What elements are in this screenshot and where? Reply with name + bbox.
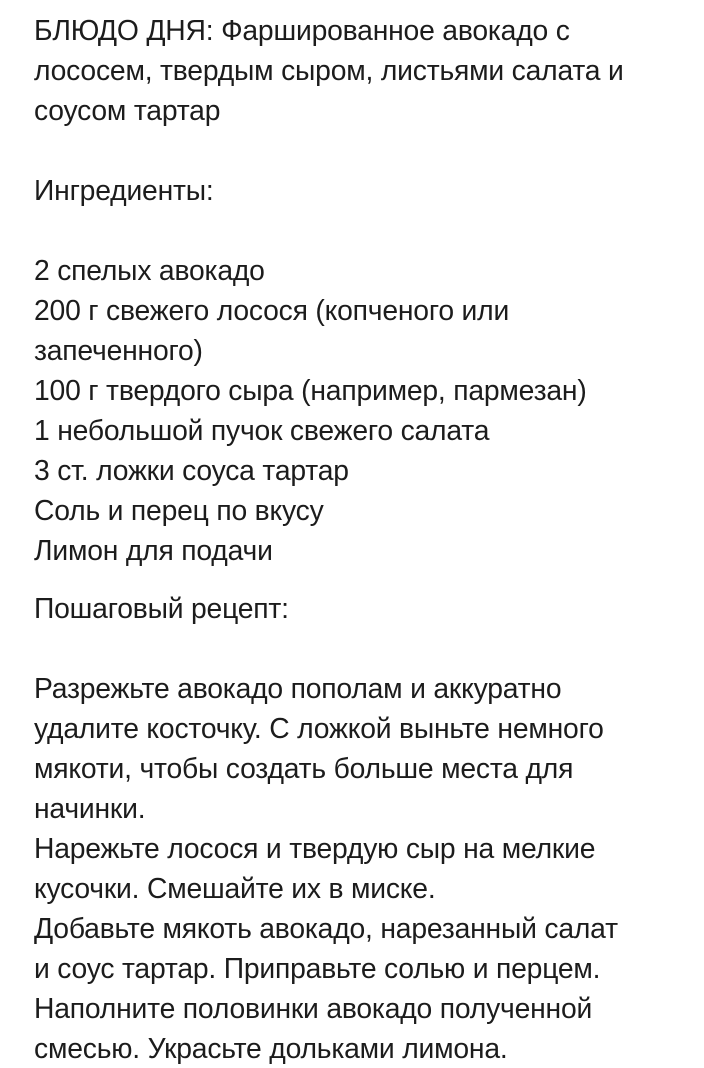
ingredient-line: Лимон для подачи xyxy=(34,534,273,566)
title-line: лососем, твердым сыром, листьями салата и xyxy=(34,54,624,86)
spacer xyxy=(34,130,694,170)
recipe-document xyxy=(34,10,694,1068)
step-line: и соус тартар. Приправьте солью и перцем. xyxy=(34,952,601,984)
step-line: удалите косточку. С ложкой выньте немного xyxy=(34,712,604,744)
steps-list xyxy=(34,668,694,1068)
ingredient-line: запеченного) xyxy=(34,334,203,366)
step-line: начинки. xyxy=(34,792,146,824)
ingredients-heading xyxy=(34,170,694,210)
ingredient-line: Соль и перец по вкусу xyxy=(34,494,324,526)
title-line: соусом тартар xyxy=(34,94,221,126)
steps-heading xyxy=(34,588,694,628)
spacer xyxy=(34,210,694,250)
ingredient-line: 3 ст. ложки соуса тартар xyxy=(34,454,349,486)
title-line: БЛЮДО ДНЯ: Фаршированное авокадо с xyxy=(34,14,570,46)
recipe-title xyxy=(34,10,694,130)
step-line: кусочки. Смешайте их в миске. xyxy=(34,872,436,904)
step-line: смесью. Украсьте дольками лимона. xyxy=(34,1032,508,1064)
ingredient-line: 1 небольшой пучок свежего салата xyxy=(34,414,490,446)
spacer xyxy=(34,570,694,588)
steps-heading-text: Пошаговый рецепт: xyxy=(34,592,289,624)
step-line: Разрежьте авокадо пополам и аккуратно xyxy=(34,672,562,704)
ingredients-list xyxy=(34,250,694,570)
step-line: Наполните половинки авокадо полученной xyxy=(34,992,593,1024)
ingredient-line: 100 г твердого сыра (например, пармезан) xyxy=(34,374,587,406)
ingredient-line: 2 спелых авокадо xyxy=(34,254,265,286)
ingredient-line: 200 г свежего лосося (копченого или xyxy=(34,294,510,326)
spacer xyxy=(34,628,694,668)
step-line: Добавьте мякоть авокадо, нарезанный салат xyxy=(34,912,618,944)
step-line: Нарежьте лосося и твердую сыр на мелкие xyxy=(34,832,596,864)
step-line: мякоти, чтобы создать больше места для xyxy=(34,752,574,784)
ingredients-heading-text: Ингредиенты: xyxy=(34,174,214,206)
